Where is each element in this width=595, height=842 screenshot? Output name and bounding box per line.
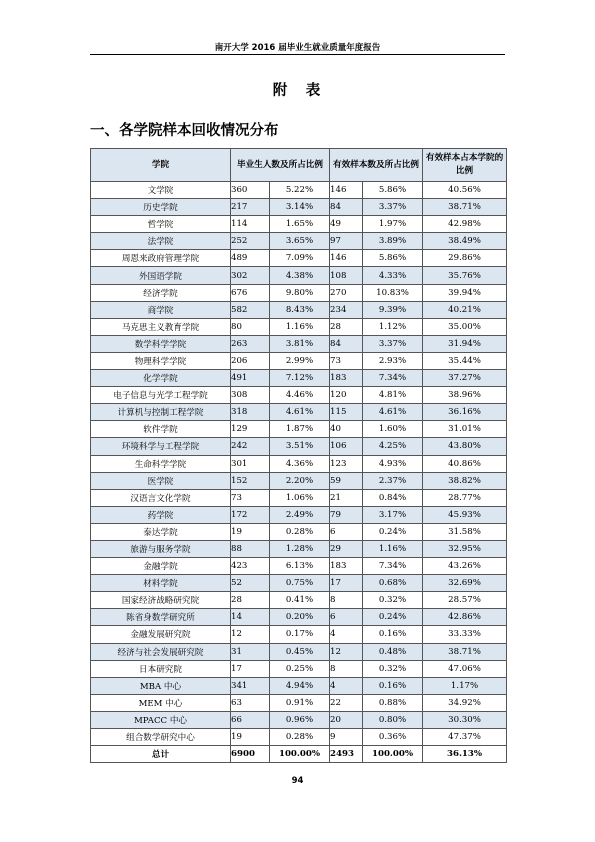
cell-valid-count: 123	[330, 455, 363, 472]
cell-sample-rate: 43.26%	[423, 558, 507, 575]
cell-sample-rate: 36.16%	[423, 404, 507, 421]
cell-valid-count: 108	[330, 267, 363, 284]
cell-college: MBA 中心	[91, 677, 231, 694]
cell-graduates-count: 242	[231, 438, 270, 455]
cell-sample-rate: 34.92%	[423, 694, 507, 711]
cell-valid-count: 183	[330, 558, 363, 575]
cell-graduates-share: 4.36%	[270, 455, 330, 472]
table-row	[91, 267, 507, 284]
section-title: 一、各学院样本回收情况分布	[90, 123, 279, 139]
cell-sample-rate: 38.71%	[423, 643, 507, 660]
cell-valid-share: 9.39%	[363, 301, 423, 318]
cell-graduates-count: 308	[231, 387, 270, 404]
cell-sample-rate: 42.86%	[423, 609, 507, 626]
cell-college: 国家经济战略研究院	[91, 592, 231, 609]
cell-sample-rate: 38.96%	[423, 387, 507, 404]
table-row	[91, 387, 507, 404]
table-row	[91, 729, 507, 746]
table-row	[91, 626, 507, 643]
cell-valid-share: 1.16%	[363, 540, 423, 557]
cell-valid-count: 97	[330, 233, 363, 250]
page-number: 94	[291, 776, 304, 786]
cell-valid-count: 79	[330, 506, 363, 523]
cell-valid-count: 84	[330, 335, 363, 352]
cell-college: MEM 中心	[91, 694, 231, 711]
cell-valid-count: 106	[330, 438, 363, 455]
table-row	[91, 250, 507, 267]
cell-sample-rate: 35.76%	[423, 267, 507, 284]
cell-valid-share: 0.16%	[363, 626, 423, 643]
cell-valid-share: 3.37%	[363, 335, 423, 352]
cell-valid-count: 73	[330, 352, 363, 369]
cell-college: 法学院	[91, 233, 231, 250]
cell-graduates-share: 4.94%	[270, 677, 330, 694]
cell-valid-count: 146	[330, 182, 363, 199]
cell-graduates-share: 3.81%	[270, 335, 330, 352]
cell-college: 文学院	[91, 182, 231, 199]
table-row	[91, 233, 507, 250]
table-body	[91, 182, 507, 763]
cell-sample-rate: 37.27%	[423, 370, 507, 387]
cell-graduates-share: 1.16%	[270, 318, 330, 335]
cell-sample-rate: 45.93%	[423, 506, 507, 523]
running-header: 南开大学 2016 届毕业生就业质量年度报告	[214, 43, 381, 53]
cell-valid-count: 59	[330, 472, 363, 489]
cell-college: 商学院	[91, 301, 231, 318]
cell-graduates-count: 252	[231, 233, 270, 250]
cell-valid-count: 115	[330, 404, 363, 421]
cell-college: 日本研究院	[91, 660, 231, 677]
cell-graduates-share: 0.28%	[270, 523, 330, 540]
cell-college: 材料学院	[91, 575, 231, 592]
cell-valid-share: 3.37%	[363, 199, 423, 216]
cell-sample-rate: 42.98%	[423, 216, 507, 233]
cell-valid-share: 0.32%	[363, 592, 423, 609]
table-row	[91, 506, 507, 523]
cell-graduates-count: 489	[231, 250, 270, 267]
cell-college: 物理科学学院	[91, 352, 231, 369]
cell-valid-share: 0.48%	[363, 643, 423, 660]
cell-college: 经济与社会发展研究院	[91, 643, 231, 660]
cell-graduates-share: 2.49%	[270, 506, 330, 523]
cell-college: 陈省身数学研究所	[91, 609, 231, 626]
cell-sample-rate: 38.49%	[423, 233, 507, 250]
cell-graduates-share: 0.17%	[270, 626, 330, 643]
cell-graduates-count: 318	[231, 404, 270, 421]
cell-sample-rate: 31.94%	[423, 335, 507, 352]
table-row	[91, 455, 507, 472]
cell-valid-share: 5.86%	[363, 182, 423, 199]
cell-college: 电子信息与光学工程学院	[91, 387, 231, 404]
cell-graduates-count: 217	[231, 199, 270, 216]
cell-valid-count: 4	[330, 677, 363, 694]
cell-college: 环境科学与工程学院	[91, 438, 231, 455]
cell-college: 历史学院	[91, 199, 231, 216]
cell-graduates-count: 152	[231, 472, 270, 489]
cell-graduates-share: 7.12%	[270, 370, 330, 387]
cell-valid-share: 0.84%	[363, 489, 423, 506]
column-header-valid-samples: 有效样本数及所占比例	[330, 149, 423, 182]
cell-sample-rate: 33.33%	[423, 626, 507, 643]
cell-graduates-count: 88	[231, 540, 270, 557]
cell-graduates-share: 0.96%	[270, 711, 330, 728]
cell-graduates-share: 0.45%	[270, 643, 330, 660]
cell-valid-share: 3.17%	[363, 506, 423, 523]
cell-graduates-count: 12	[231, 626, 270, 643]
cell-graduates-count: 491	[231, 370, 270, 387]
header-rule	[90, 54, 505, 55]
cell-college: 药学院	[91, 506, 231, 523]
cell-sample-rate: 31.01%	[423, 421, 507, 438]
cell-graduates-share: 0.91%	[270, 694, 330, 711]
table-row	[91, 660, 507, 677]
cell-graduates-share: 1.28%	[270, 540, 330, 557]
table-row	[91, 575, 507, 592]
table-row	[91, 335, 507, 352]
cell-sample-rate: 39.94%	[423, 284, 507, 301]
cell-valid-share: 2.93%	[363, 352, 423, 369]
cell-valid-share: 2.37%	[363, 472, 423, 489]
cell-graduates-share: 9.80%	[270, 284, 330, 301]
cell-sample-rate: 28.57%	[423, 592, 507, 609]
cell-college: 金融学院	[91, 558, 231, 575]
cell-graduates-share: 3.65%	[270, 233, 330, 250]
cell-graduates-count: 31	[231, 643, 270, 660]
cell-college: 化学学院	[91, 370, 231, 387]
cell-valid-share: 4.25%	[363, 438, 423, 455]
cell-college: 泰达学院	[91, 523, 231, 540]
cell-valid-share: 0.36%	[363, 729, 423, 746]
table-row	[91, 404, 507, 421]
cell-valid-share: 0.68%	[363, 575, 423, 592]
cell-graduates-count: 341	[231, 677, 270, 694]
cell-graduates-share: 0.28%	[270, 729, 330, 746]
cell-college: 马克思主义教育学院	[91, 318, 231, 335]
cell-college: 旅游与服务学院	[91, 540, 231, 557]
table-row	[91, 558, 507, 575]
cell-graduates-count: 172	[231, 506, 270, 523]
sample-distribution-table	[90, 148, 507, 763]
cell-valid-share: 0.32%	[363, 660, 423, 677]
cell-valid-count: 49	[330, 216, 363, 233]
cell-graduates-count: 80	[231, 318, 270, 335]
cell-valid-share: 0.16%	[363, 677, 423, 694]
cell-graduates-count: 17	[231, 660, 270, 677]
cell-valid-share: 0.24%	[363, 609, 423, 626]
cell-graduates-count: 301	[231, 455, 270, 472]
cell-valid-share: 4.61%	[363, 404, 423, 421]
table-row	[91, 370, 507, 387]
cell-valid-count: 40	[330, 421, 363, 438]
cell-sample-rate: 40.21%	[423, 301, 507, 318]
cell-graduates-count: 28	[231, 592, 270, 609]
cell-graduates-share: 0.25%	[270, 660, 330, 677]
cell-valid-count: 120	[330, 387, 363, 404]
cell-sample-rate: 40.56%	[423, 182, 507, 199]
table-row	[91, 284, 507, 301]
cell-valid-count: 2493	[330, 746, 363, 763]
cell-college: 数学科学学院	[91, 335, 231, 352]
cell-graduates-share: 1.87%	[270, 421, 330, 438]
cell-graduates-share: 7.09%	[270, 250, 330, 267]
cell-graduates-count: 19	[231, 523, 270, 540]
cell-valid-share: 0.80%	[363, 711, 423, 728]
cell-valid-share: 4.81%	[363, 387, 423, 404]
cell-college: 哲学院	[91, 216, 231, 233]
cell-graduates-share: 1.65%	[270, 216, 330, 233]
table-row	[91, 677, 507, 694]
cell-graduates-count: 360	[231, 182, 270, 199]
cell-sample-rate: 36.13%	[423, 746, 507, 763]
cell-valid-count: 29	[330, 540, 363, 557]
table-row	[91, 540, 507, 557]
cell-valid-share: 5.86%	[363, 250, 423, 267]
cell-valid-share: 0.24%	[363, 523, 423, 540]
cell-valid-count: 4	[330, 626, 363, 643]
table-row	[91, 182, 507, 199]
cell-graduates-count: 66	[231, 711, 270, 728]
cell-graduates-share: 100.00%	[270, 746, 330, 763]
cell-valid-count: 28	[330, 318, 363, 335]
table-row	[91, 472, 507, 489]
appendix-title: 附 表	[272, 83, 323, 99]
cell-sample-rate: 43.80%	[423, 438, 507, 455]
cell-sample-rate: 35.44%	[423, 352, 507, 369]
cell-sample-rate: 38.71%	[423, 199, 507, 216]
table-row	[91, 199, 507, 216]
cell-sample-rate: 31.58%	[423, 523, 507, 540]
cell-valid-share: 7.34%	[363, 370, 423, 387]
table-header-row	[91, 149, 507, 182]
cell-valid-share: 100.00%	[363, 746, 423, 763]
table-row	[91, 523, 507, 540]
cell-college: 经济学院	[91, 284, 231, 301]
cell-graduates-count: 206	[231, 352, 270, 369]
cell-college: 医学院	[91, 472, 231, 489]
cell-graduates-share: 0.75%	[270, 575, 330, 592]
cell-valid-share: 10.83%	[363, 284, 423, 301]
cell-graduates-share: 4.38%	[270, 267, 330, 284]
cell-valid-share: 1.97%	[363, 216, 423, 233]
cell-college: 汉语言文化学院	[91, 489, 231, 506]
cell-graduates-share: 4.46%	[270, 387, 330, 404]
table-row	[91, 592, 507, 609]
cell-valid-share: 7.34%	[363, 558, 423, 575]
cell-graduates-count: 52	[231, 575, 270, 592]
table-row	[91, 489, 507, 506]
cell-valid-count: 20	[330, 711, 363, 728]
cell-graduates-share: 2.99%	[270, 352, 330, 369]
table-row	[91, 438, 507, 455]
cell-sample-rate: 30.30%	[423, 711, 507, 728]
cell-valid-count: 270	[330, 284, 363, 301]
cell-valid-count: 183	[330, 370, 363, 387]
cell-college: 软件学院	[91, 421, 231, 438]
cell-college: 生命科学学院	[91, 455, 231, 472]
cell-valid-count: 21	[330, 489, 363, 506]
cell-valid-count: 8	[330, 660, 363, 677]
cell-sample-rate: 28.77%	[423, 489, 507, 506]
cell-sample-rate: 32.69%	[423, 575, 507, 592]
cell-sample-rate: 47.06%	[423, 660, 507, 677]
table-total-row	[91, 746, 507, 763]
cell-valid-count: 12	[330, 643, 363, 660]
cell-sample-rate: 32.95%	[423, 540, 507, 557]
cell-sample-rate: 29.86%	[423, 250, 507, 267]
cell-college: 周恩来政府管理学院	[91, 250, 231, 267]
cell-college: 金融发展研究院	[91, 626, 231, 643]
cell-sample-rate: 40.86%	[423, 455, 507, 472]
table-row	[91, 609, 507, 626]
cell-valid-count: 22	[330, 694, 363, 711]
column-header-college: 学院	[91, 149, 231, 182]
cell-valid-share: 3.89%	[363, 233, 423, 250]
cell-graduates-share: 0.20%	[270, 609, 330, 626]
cell-college: 计算机与控制工程学院	[91, 404, 231, 421]
cell-valid-count: 6	[330, 609, 363, 626]
table-row	[91, 216, 507, 233]
cell-graduates-count: 302	[231, 267, 270, 284]
cell-valid-count: 17	[330, 575, 363, 592]
cell-graduates-share: 5.22%	[270, 182, 330, 199]
cell-graduates-count: 129	[231, 421, 270, 438]
cell-valid-share: 1.12%	[363, 318, 423, 335]
cell-graduates-count: 582	[231, 301, 270, 318]
cell-sample-rate: 1.17%	[423, 677, 507, 694]
cell-valid-share: 1.60%	[363, 421, 423, 438]
cell-valid-count: 9	[330, 729, 363, 746]
cell-valid-share: 0.88%	[363, 694, 423, 711]
table-row	[91, 421, 507, 438]
cell-valid-share: 4.93%	[363, 455, 423, 472]
cell-college: MPACC 中心	[91, 711, 231, 728]
cell-valid-count: 146	[330, 250, 363, 267]
cell-valid-count: 6	[330, 523, 363, 540]
cell-graduates-count: 114	[231, 216, 270, 233]
cell-graduates-count: 263	[231, 335, 270, 352]
cell-graduates-share: 4.61%	[270, 404, 330, 421]
cell-valid-count: 234	[330, 301, 363, 318]
cell-graduates-share: 3.51%	[270, 438, 330, 455]
cell-college: 组合数学研究中心	[91, 729, 231, 746]
cell-valid-count: 84	[330, 199, 363, 216]
cell-graduates-share: 0.41%	[270, 592, 330, 609]
column-header-sample-rate: 有效样本占本学院的比例	[423, 149, 507, 182]
cell-graduates-share: 6.13%	[270, 558, 330, 575]
cell-sample-rate: 35.00%	[423, 318, 507, 335]
cell-graduates-share: 8.43%	[270, 301, 330, 318]
table-row	[91, 301, 507, 318]
cell-graduates-count: 6900	[231, 746, 270, 763]
cell-graduates-count: 63	[231, 694, 270, 711]
cell-college: 总计	[91, 746, 231, 763]
table-row	[91, 711, 507, 728]
cell-graduates-count: 423	[231, 558, 270, 575]
cell-graduates-count: 676	[231, 284, 270, 301]
cell-sample-rate: 38.82%	[423, 472, 507, 489]
table-row	[91, 694, 507, 711]
cell-graduates-count: 19	[231, 729, 270, 746]
cell-college: 外国语学院	[91, 267, 231, 284]
cell-graduates-count: 73	[231, 489, 270, 506]
cell-graduates-share: 1.06%	[270, 489, 330, 506]
table-row	[91, 352, 507, 369]
table-row	[91, 643, 507, 660]
cell-graduates-share: 2.20%	[270, 472, 330, 489]
cell-graduates-share: 3.14%	[270, 199, 330, 216]
cell-graduates-count: 14	[231, 609, 270, 626]
cell-valid-count: 8	[330, 592, 363, 609]
cell-valid-share: 4.33%	[363, 267, 423, 284]
column-header-graduates: 毕业生人数及所占比例	[231, 149, 330, 182]
table-row	[91, 318, 507, 335]
cell-sample-rate: 47.37%	[423, 729, 507, 746]
